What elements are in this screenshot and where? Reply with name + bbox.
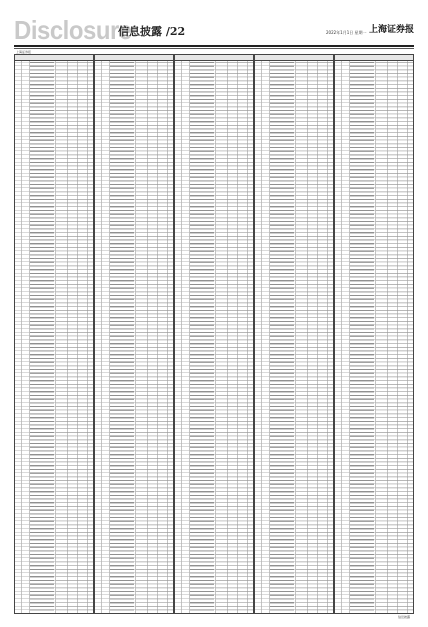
table-column-1 bbox=[14, 54, 94, 614]
column-number-cells bbox=[56, 61, 94, 613]
column-number-cells bbox=[216, 61, 254, 613]
column-name-cells bbox=[30, 61, 54, 613]
column-number-cells bbox=[296, 61, 334, 613]
column-name-cells bbox=[270, 61, 294, 613]
table-column-4 bbox=[254, 54, 334, 614]
table-column-2 bbox=[94, 54, 174, 614]
page-footer-tag: 信息披露 bbox=[398, 615, 411, 619]
table-column-3 bbox=[174, 54, 254, 614]
header-rule-thin bbox=[14, 48, 414, 49]
section-title: 信息披露 /22 bbox=[118, 25, 186, 38]
disclosure-table-area bbox=[14, 54, 414, 614]
column-number-cells bbox=[376, 61, 414, 613]
newspaper-name: 上海证券报 bbox=[369, 25, 415, 35]
column-name-cells bbox=[350, 61, 374, 613]
issue-date: 2022年1月1日 星期一 bbox=[326, 30, 367, 35]
column-name-cells bbox=[190, 61, 214, 613]
header-rule-thick bbox=[14, 45, 414, 47]
table-caption: 上海证券报 bbox=[16, 50, 32, 54]
column-number-cells bbox=[136, 61, 174, 613]
column-name-cells bbox=[110, 61, 134, 613]
masthead bbox=[14, 14, 414, 46]
section-logo-disclosure: Disclosure bbox=[14, 15, 132, 45]
table-column-5 bbox=[334, 54, 414, 614]
